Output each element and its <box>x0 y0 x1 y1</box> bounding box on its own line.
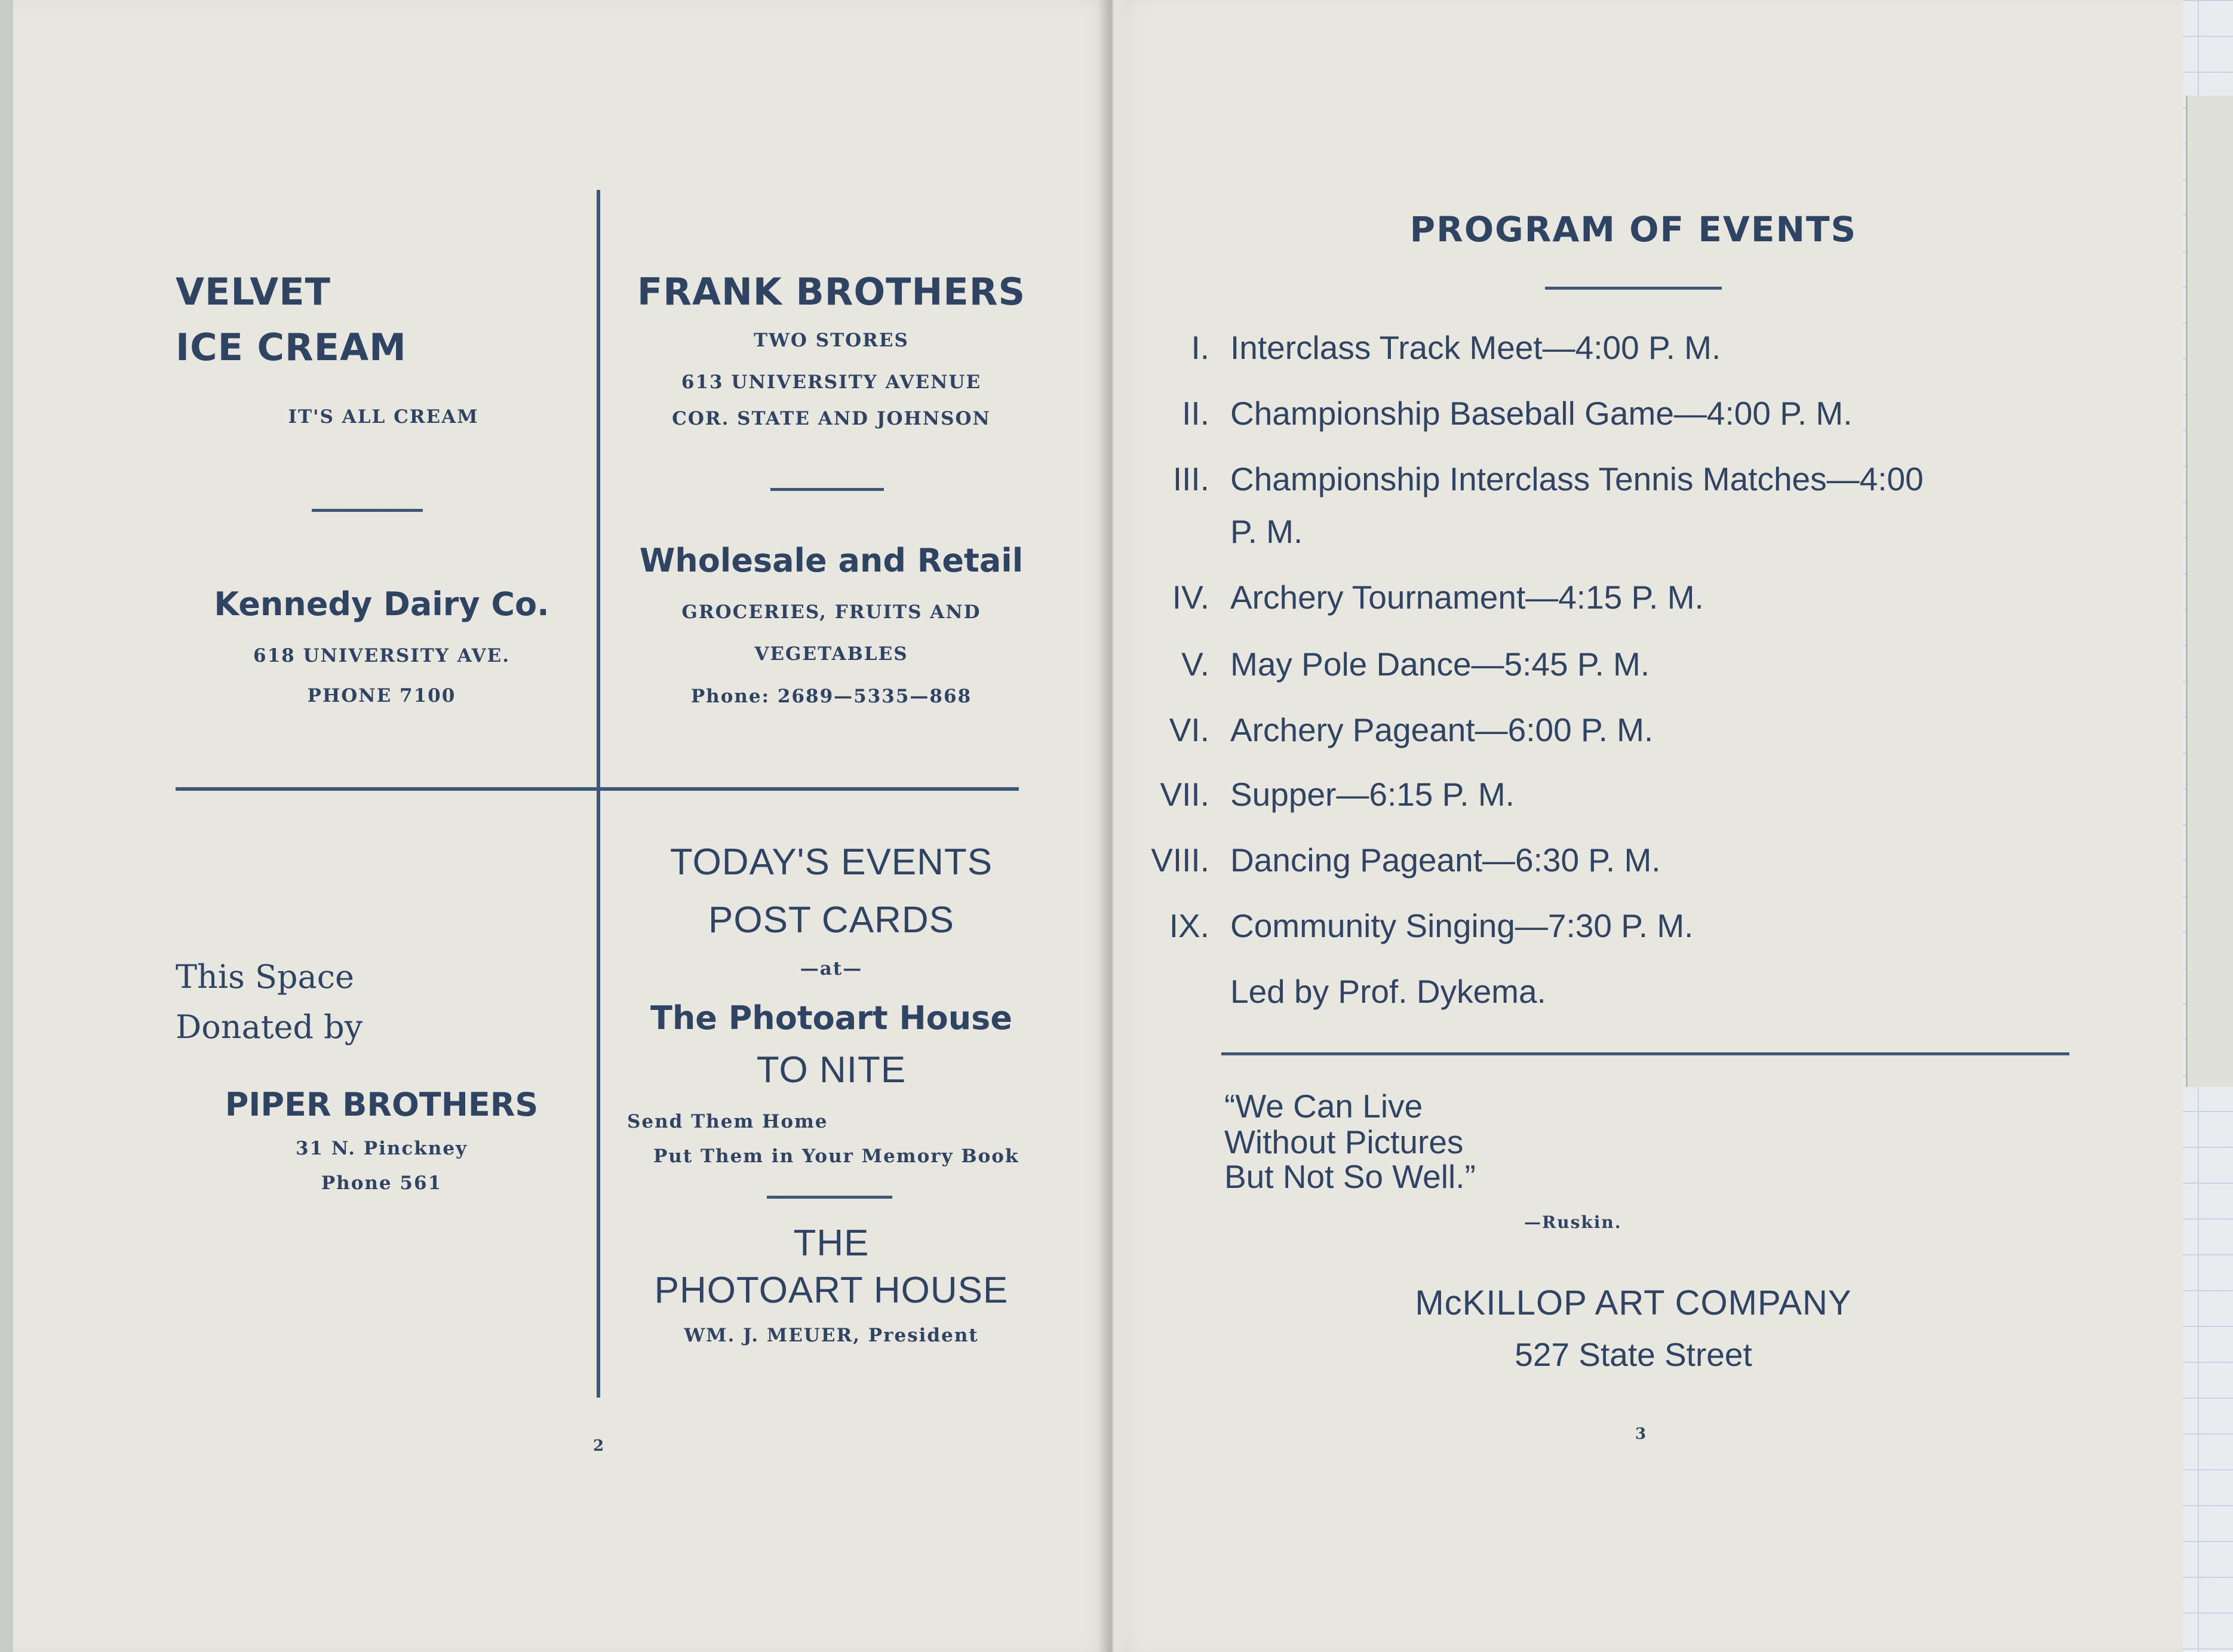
photoart-house-line: PHOTOART HOUSE <box>654 1270 1009 1311</box>
kennedy-address: 618 UNIVERSITY AVE. <box>253 645 510 667</box>
event-number: VIII. <box>1151 842 1209 879</box>
velvet-line1: VELVET <box>176 270 331 314</box>
event-text: Interclass Track Meet—4:00 P. M. <box>1230 329 1721 366</box>
event-row-2 <box>1114 394 2183 454</box>
event-text: P. M. <box>1230 513 1303 550</box>
frank-brothers-name: FRANK BROTHERS <box>637 270 1026 314</box>
memory-book-line: Put Them in Your Memory Book <box>653 1146 1019 1167</box>
velvet-line2: ICE CREAM <box>176 326 407 369</box>
photoart-rule <box>767 1196 892 1199</box>
event-row-4 <box>1114 578 2183 638</box>
piper-address: 31 N. Pinckney <box>295 1138 468 1159</box>
frank-line2: 613 UNIVERSITY AVENUE <box>681 371 982 393</box>
frank-phone: Phone: 2689—5335—868 <box>690 686 972 707</box>
piper-line2: Donated by <box>176 1008 363 1046</box>
event-text: Supper—6:15 P. M. <box>1230 776 1515 813</box>
center-fold <box>1098 0 1128 1652</box>
piper-phone: Phone 561 <box>321 1172 443 1194</box>
event-row-3-cont <box>1114 512 2183 572</box>
event-text: Championship Baseball Game—4:00 P. M. <box>1230 395 1853 432</box>
send-them-home: Send Them Home <box>627 1111 828 1132</box>
frank-line3: COR. STATE AND JOHNSON <box>672 408 991 429</box>
page-number-left: 2 <box>592 1437 604 1455</box>
frank-line1: TWO STORES <box>754 330 909 351</box>
event-row-1 <box>1114 328 2183 388</box>
event-number: VI. <box>1169 711 1209 748</box>
quote-line1: “We Can Live <box>1224 1088 1423 1125</box>
frank-goods1: GROCERIES, FRUITS AND <box>681 601 981 623</box>
event-number: V. <box>1181 646 1209 683</box>
at-line: —at— <box>800 958 863 979</box>
event-number: VII. <box>1160 776 1209 813</box>
event-row-6 <box>1114 711 2183 770</box>
piper-brothers-name: PIPER BROTHERS <box>225 1086 539 1123</box>
wholesale-heading: Wholesale and Retail <box>639 542 1024 579</box>
frank-goods2: VEGETABLES <box>754 643 908 665</box>
right-page <box>1114 0 2183 1652</box>
kennedy-phone: PHONE 7100 <box>307 685 456 707</box>
velvet-rule <box>312 509 423 512</box>
left-page <box>13 0 1114 1652</box>
velvet-tagline: IT'S ALL CREAM <box>288 406 479 428</box>
to-nite-line: TO NITE <box>756 1049 907 1091</box>
event-text: Community Singing—7:30 P. M. <box>1230 907 1694 944</box>
event-number: II. <box>1182 395 1209 432</box>
event-text: Championship Interclass Tennis Matches—4:00 <box>1230 460 1924 498</box>
sponsor-name: McKILLOP ART COMPANY <box>1415 1283 1852 1322</box>
event-number: I. <box>1191 329 1209 366</box>
event-number: IX. <box>1169 907 1209 944</box>
event-text: Archery Pageant—6:00 P. M. <box>1230 711 1654 748</box>
event-number: III. <box>1172 460 1209 498</box>
program-title: PROGRAM OF EVENTS <box>1409 209 1857 250</box>
event-row-8 <box>1114 841 2183 901</box>
page-number-right: 3 <box>1635 1425 1647 1443</box>
event-row-5 <box>1114 645 2183 705</box>
the-line: THE <box>793 1223 870 1264</box>
section-rule <box>1221 1052 2069 1055</box>
event-text: Dancing Pageant—6:30 P. M. <box>1230 842 1661 879</box>
underlying-sheet-edge <box>2186 96 2233 1087</box>
event-number: IV. <box>1172 579 1209 616</box>
event-row-7 <box>1114 775 2183 835</box>
sponsor-address: 527 State Street <box>1515 1336 1752 1373</box>
frank-rule <box>770 488 884 491</box>
kennedy-dairy-name: Kennedy Dairy Co. <box>214 585 549 623</box>
piper-line1: This Space <box>176 958 354 996</box>
title-rule <box>1545 287 1722 290</box>
event-row-9-note <box>1114 972 2183 1032</box>
event-text: May Pole Dance—5:45 P. M. <box>1230 646 1650 683</box>
event-row-3 <box>1114 460 2183 520</box>
post-cards-line: POST CARDS <box>708 899 954 941</box>
horizontal-divider <box>176 787 1019 791</box>
event-text: Led by Prof. Dykema. <box>1230 973 1546 1010</box>
quote-line2: Without Pictures <box>1224 1123 1464 1160</box>
quote-attribution: —Ruskin. <box>1524 1212 1622 1232</box>
president-line: WM. J. MEUER, President <box>684 1325 979 1346</box>
vertical-divider <box>597 190 600 1398</box>
todays-events-line: TODAY'S EVENTS <box>669 842 993 883</box>
event-text: Archery Tournament—4:15 P. M. <box>1230 579 1704 616</box>
quote-line3: But Not So Well.” <box>1224 1158 1476 1195</box>
event-row-9 <box>1114 907 2183 966</box>
photoart-house-heading: The Photoart House <box>650 999 1012 1037</box>
